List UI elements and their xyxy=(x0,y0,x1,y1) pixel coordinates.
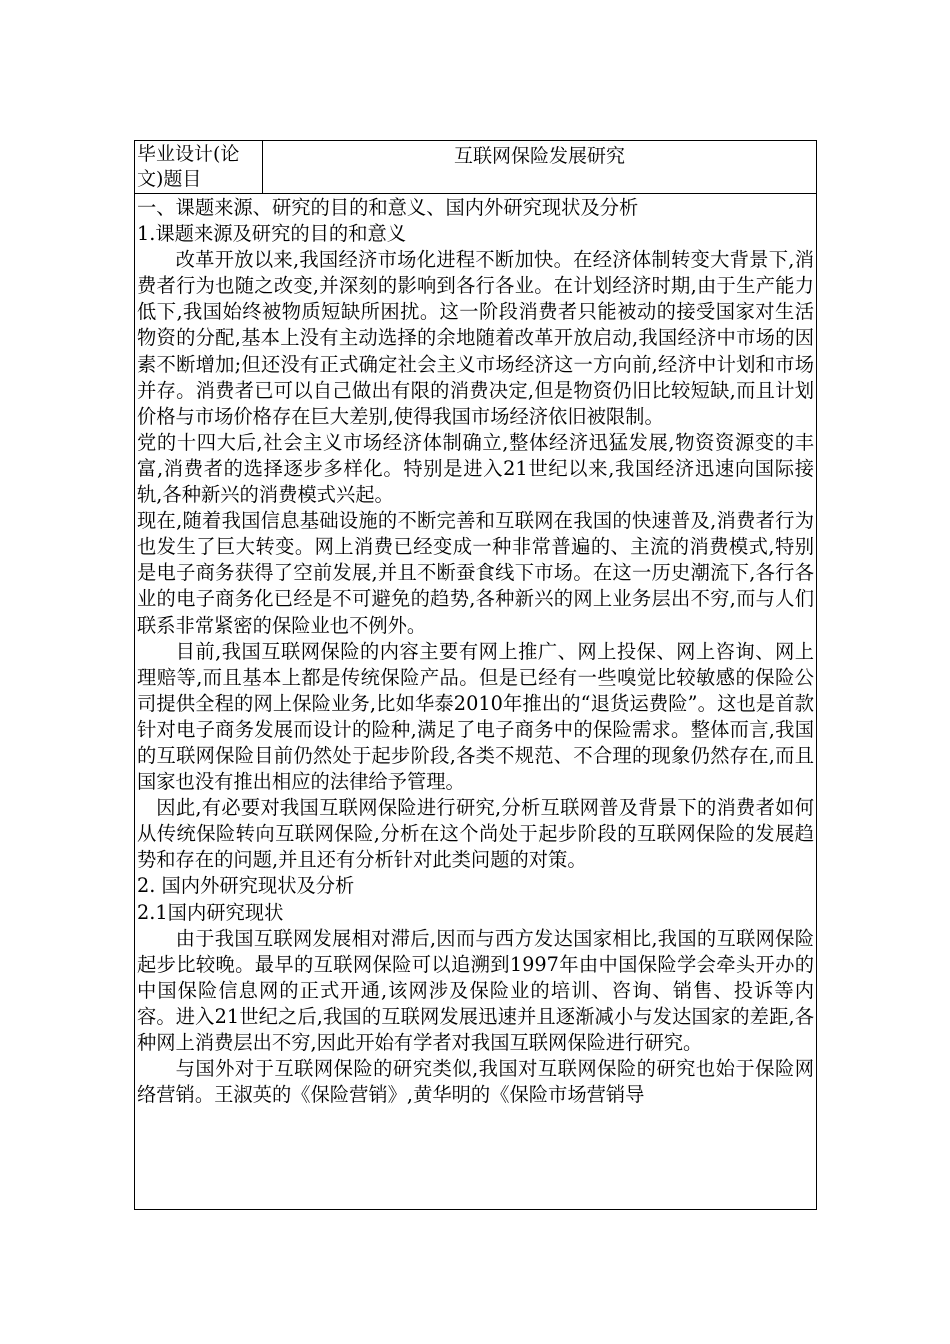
paragraph-7: 与国外对于互联网保险的研究类似,我国对互联网保险的研究也始于保险网络营销。王淑英的《保险营销》,黄华明的《保险市场营销导 xyxy=(137,1057,814,1107)
paragraph-3: 现在,随着我国信息基础设施的不断完善和互联网在我国的快速普及,消费者行为也发生了巨大转变。网上消费已经变成一种非常普遍的、主流的消费模式,特别是电子商务获得了空前发展,并且不断蚕食线下市场。在这一历史潮流下,各行各业的电子商务化已经是不可避免的趋势,各种新兴的网上业务层出不穷,而与人们联系非常紧密的保险业也不例外。 xyxy=(137,509,814,637)
paragraph-2: 党的十四大后,社会主义市场经济体制确立,整体经济迅猛发展,物资资源变的丰富,消费者的选择逐步多样化。特别是进入21世纪以来,我国经济迅速向国际接轨,各种新兴的消费模式兴起。 xyxy=(137,430,814,507)
proposal-form-table xyxy=(134,140,817,1210)
topic-label: 毕业设计(论文)题目 xyxy=(135,141,263,193)
paragraph-6: 由于我国互联网发展相对滞后,因而与西方发达国家相比,我国的互联网保险起步比较晚。最早的互联网保险可以追溯到1997年由中国保险学会牵头开办的中国保险信息网的正式开通,该网涉及保险业的培训、咨询、销售、投诉等内容。进入21世纪之后,我国的互联网发展迅速并且逐渐减小与发达国家的差距,各种网上消费层出不穷,因此开始有学者对我国互联网保险进行研究。 xyxy=(137,926,814,1054)
subsection-heading-2-1: 2.1国内研究现状 xyxy=(137,900,284,924)
title-row xyxy=(135,141,816,194)
subsection-heading-1: 1.课题来源及研究的目的和意义 xyxy=(137,222,407,246)
section-heading: 一、课题来源、研究的目的和意义、国内外研究现状及分析 xyxy=(137,196,639,219)
proposal-body xyxy=(135,194,816,1209)
paragraph-1: 改革开放以来,我国经济市场化进程不断加快。在经济体制转变大背景下,消费者行为也随之改变,并深刻的影响到各行各业。在计划经济时期,由于生产能力低下,我国始终被物质短缺所困扰。这一阶段消费者只能被动的接受国家对生活物资的分配,基本上没有主动选择的余地随着改革开放启动,我国经济中市场的因素不断增加;但还没有正式确定社会主义市场经济这一方向前,经济中计划和市场并存。消费者已可以自己做出有限的消费决定,但是物资仍旧比较短缺,而且计划价格与市场价格存在巨大差别,使得我国市场经济依旧被限制。 xyxy=(137,248,814,428)
subsection-heading-2: 2. 国内外研究现状及分析 xyxy=(137,874,355,898)
paragraph-4: 目前,我国互联网保险的内容主要有网上推广、网上投保、网上咨询、网上理赔等,而且基本上都是传统保险产品。但是已经有一些嗅觉比较敏感的保险公司提供全程的网上保险业务,比如华泰2010年推出的“退货运费险”。这也是首款针对电子商务发展而设计的险种,满足了电子商务中的保险需求。整体而言,我国的互联网保险目前仍然处于起步阶段,各类不规范、不合理的现象仍然存在,而且国家也没有推出相应的法律给予管理。 xyxy=(137,639,814,794)
thesis-title: 互联网保险发展研究 xyxy=(453,145,625,167)
paragraph-5: 因此,有必要对我国互联网保险进行研究,分析互联网普及背景下的消费者如何从传统保险转向互联网保险,分析在这个尚处于起步阶段的互联网保险的发展趋势和存在的问题,并且还有分析针对此类问题的对策。 xyxy=(137,796,814,872)
